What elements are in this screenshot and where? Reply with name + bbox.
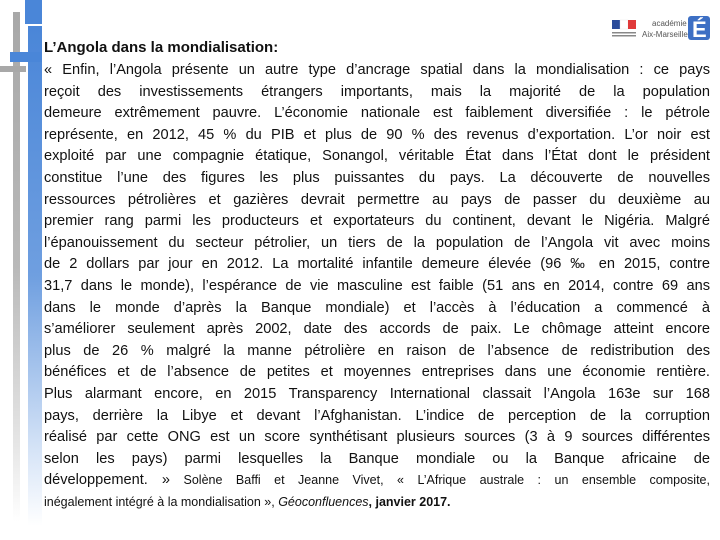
quote-line (44, 276, 710, 298)
quote-line-text: reçoit des investissements étrangers importants, mais la majorité de la population (44, 83, 710, 100)
svg-text:académie: académie (652, 19, 687, 28)
quote-end: développement. » (44, 472, 171, 489)
quote-line (44, 211, 710, 233)
decorative-blue-bar (28, 26, 42, 526)
citation-title-end: inégalement intégré à la mondialisation » (44, 494, 272, 509)
quote-line (44, 146, 710, 168)
quote-line (44, 103, 710, 125)
decorative-grey-bar-horizontal (0, 66, 26, 72)
quote-line-text: réalisé par cette ONG est un score synthétisant plusieurs sources (3 à 9 sources différentes (44, 429, 710, 446)
quote-paragraph (44, 60, 710, 470)
svg-text:Aix-Marseille: Aix-Marseille (642, 30, 688, 39)
quote-line (44, 233, 710, 255)
quote-line-text: demeure extrêmement pauvre. L’économie nationale est faiblement diversifiée : le pétrole (44, 105, 710, 122)
quote-line-text: dans le monde d’après la Banque mondiale) et l’accès à l’éducation a commencé à (44, 299, 710, 316)
quote-line (44, 298, 710, 320)
quote-line-text: l’épanouissement du secteur pétrolier, un tiers de la population de l’Angola vit avec moins (44, 234, 710, 251)
quote-line-text: selon les pays) parmi lesquelles la Banque mondiale ou la Banque africaine de (44, 450, 710, 467)
quote-line-text: plus de 26 % malgré la manne pétrolière en raison de l’absence de redistribution des (44, 342, 710, 359)
document-title: L’Angola dans la mondialisation: (44, 39, 279, 56)
citation-line (44, 492, 710, 514)
quote-line (44, 406, 710, 428)
quote-line (44, 427, 710, 449)
academie-logo (612, 6, 712, 42)
quote-line-text: pays, derrière la Libye et devant l’Afghanistan. L’indice de perception de la corruption (44, 407, 710, 424)
quote-line (44, 60, 710, 82)
svg-text:É: É (692, 17, 707, 42)
quote-line-text: Plus alarmant encore, en 2015 Transparency International classait l’Angola 163e sur 168 (44, 385, 710, 402)
quote-line-text: bénéfices et de l’absence de petites et moyennes entreprises dans une économie rentière. (44, 364, 710, 381)
citation-date: , janvier 2017. (368, 494, 451, 509)
quote-line-text: exploité par une compagnie étatique, Sonangol, véritable État dans l’État dont le président (44, 148, 710, 165)
quote-line (44, 82, 710, 104)
quote-line-text: s’améliorer seulement après 2002, date des accords de paix. Le chômage atteint encore (44, 321, 710, 338)
quote-line-end (44, 470, 710, 492)
quote-line-text: de 2 dollars par jour en 2012. La mortalité infantile demeure élevée (96 ‰ en 2015, contre (44, 256, 710, 273)
citation-authors: Solène Baffi et Jeanne Vivet, « L’Afrique australe : un ensemble composite, (170, 473, 710, 488)
quote-line-text: « Enfin, l’Angola présente un autre type d’ancrage spatial dans la mondialisation : ce pays (44, 62, 710, 78)
document-body (44, 38, 710, 513)
quote-line (44, 254, 710, 276)
quote-line (44, 341, 710, 363)
quote-line (44, 190, 710, 212)
quote-line (44, 362, 710, 384)
quote-line-text: ressources pétrolières et gazières devrait permettre au pays de passer du deuxième au (44, 191, 710, 208)
decorative-blue-bar-top (25, 0, 42, 24)
quote-line-text: 31,7 dans le monde), l’espérance de vie masculine est faible (51 ans en 2014, contre 69 ans (44, 277, 710, 294)
quote-line-text: constitue l’une des figures les plus puissantes du pays. La découverte de nouvelles (44, 169, 710, 186)
decorative-grey-bar (13, 12, 20, 522)
quote-line (44, 125, 710, 147)
citation-sep: , (271, 494, 279, 509)
quote-line-text: représente, en 2012, 45 % du PIB et plus de 90 % des revenus d’exportation. L’or noir est (44, 126, 710, 143)
quote-line (44, 384, 710, 406)
quote-line (44, 449, 710, 471)
quote-line (44, 319, 710, 341)
citation-journal: Géoconfluences (278, 494, 369, 509)
quote-line (44, 168, 710, 190)
quote-line-text: premier rang parmi les producteurs et exportateurs du continent, devant le Nigéria. Malgré (44, 213, 710, 230)
decorative-blue-bar-horizontal (10, 52, 42, 62)
